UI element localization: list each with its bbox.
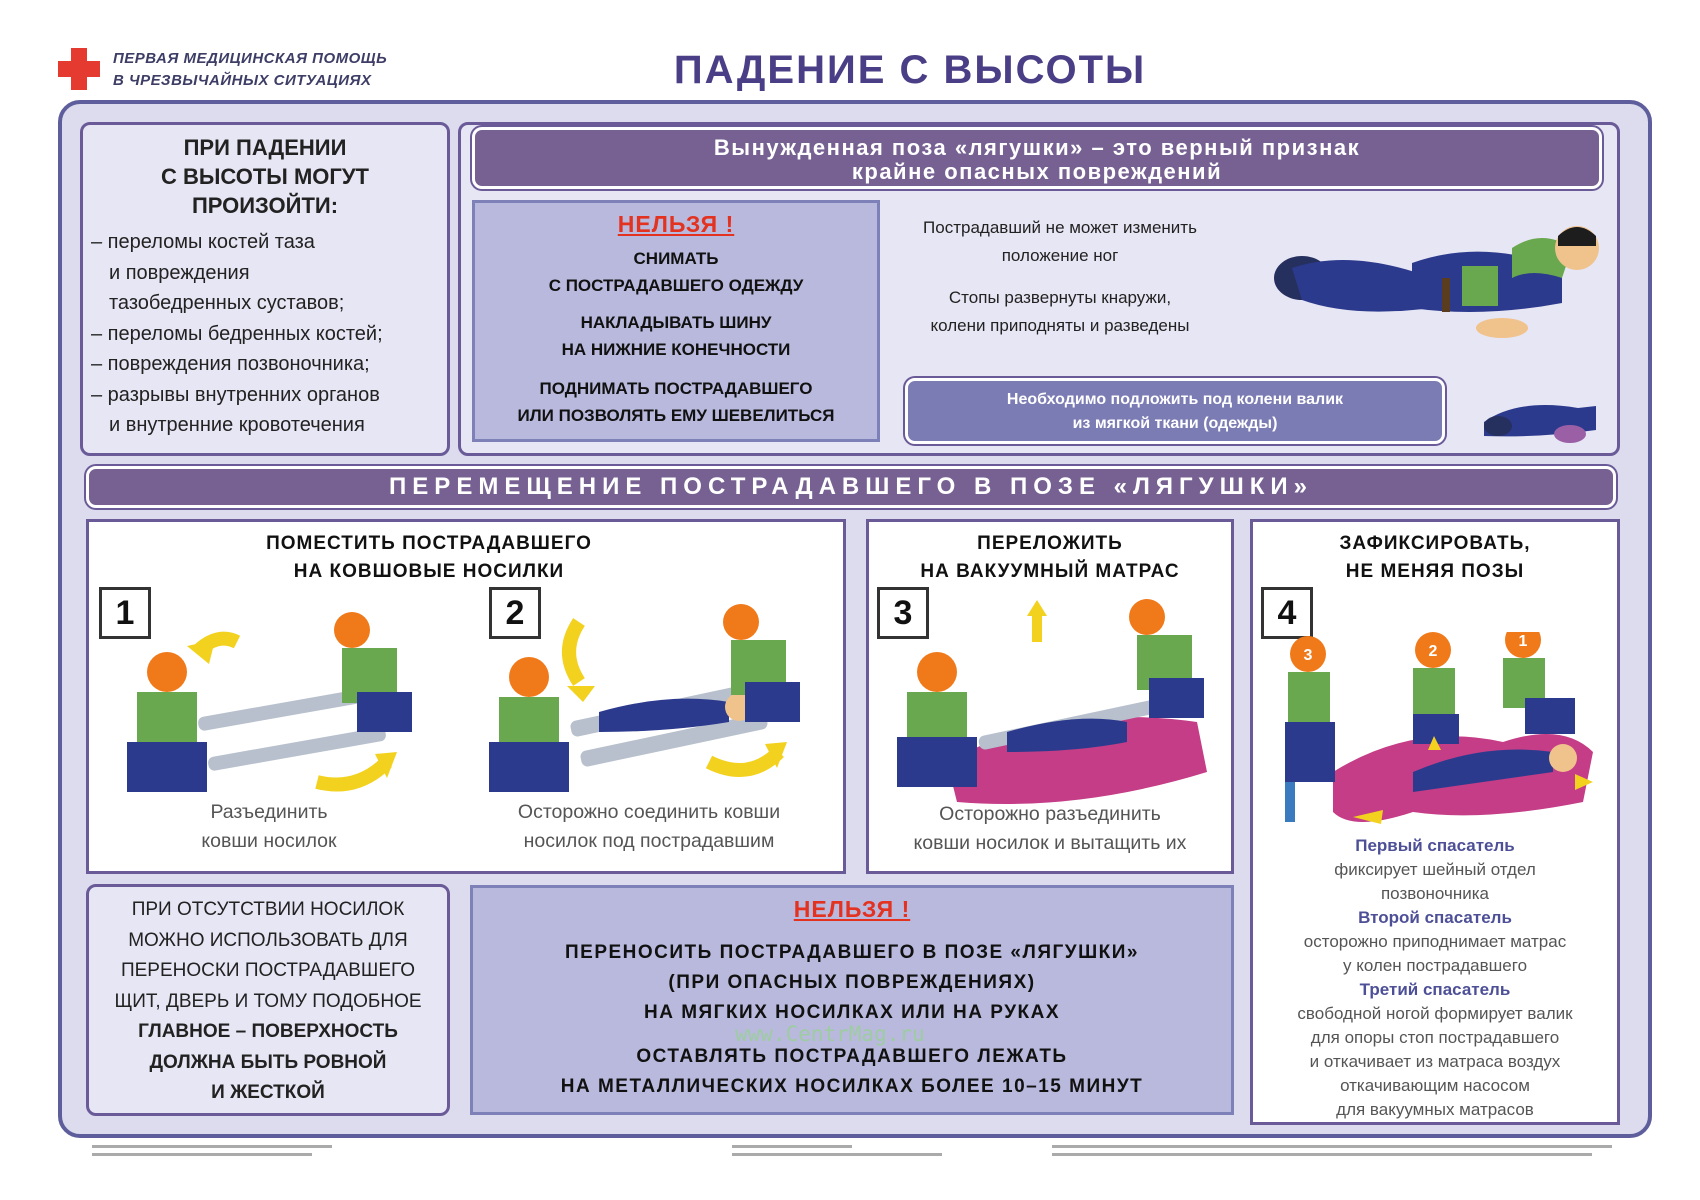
forbidden-title: НЕЛЬЗЯ ! xyxy=(617,211,735,237)
forbidden-item-line: НАКЛАДЫВАТЬ ШИНУ xyxy=(580,313,772,332)
text-line: ПРИ ОТСУТСТВИИ НОСИЛОК xyxy=(131,899,405,920)
caption-line: Разъединить xyxy=(210,801,328,823)
step-1-illustration xyxy=(97,612,427,812)
sign-line: Пострадавший не может изменить xyxy=(923,218,1197,237)
sign-line: Стопы развернуты кнаружи, xyxy=(948,288,1172,307)
forbidden-line: НА МЯГКИХ НОСИЛКАХ ИЛИ НА РУКАХ xyxy=(643,1002,1061,1023)
step-3-title xyxy=(869,530,1231,586)
rescuer-text-line: фиксирует шейный отдел xyxy=(1334,860,1536,879)
step-2-illustration xyxy=(449,582,839,812)
list-item: – переломы костей таза xyxy=(91,231,315,253)
rescuer-2-name: Второй спасатель xyxy=(1358,908,1512,927)
frog-pose-banner xyxy=(472,127,1602,189)
sign-line: положение ног xyxy=(1001,246,1119,265)
forbidden-line: ПЕРЕНОСИТЬ ПОСТРАДАВШЕГО В ПОЗЕ «ЛЯГУШКИ» xyxy=(565,942,1139,963)
step-1-2-title xyxy=(199,530,659,586)
red-cross-icon-bar xyxy=(58,61,100,77)
rescuer-badge-2: 2 xyxy=(1428,643,1438,660)
caption-line: Осторожно разъединить xyxy=(939,803,1161,825)
note-line: Необходимо подложить под колени валик xyxy=(1006,391,1344,408)
no-stretcher-panel xyxy=(86,884,450,1116)
text-line: МОЖНО ИСПОЛЬЗОВАТЬ ДЛЯ xyxy=(128,929,408,951)
caption-line: носилок под пострадавшим xyxy=(523,830,775,852)
rescuer-text-line: свободной ногой формирует валик xyxy=(1297,1004,1573,1023)
frog-signs-text xyxy=(890,214,1230,340)
text-line-bold: ДОЛЖНА БЫТЬ РОВНОЙ xyxy=(149,1051,387,1073)
risks-heading-line: ПРИ ПАДЕНИИ xyxy=(183,135,347,160)
rescuer-badge-1: 1 xyxy=(1518,633,1528,650)
text-line-bold: ГЛАВНОЕ – ПОВЕРХНОСТЬ xyxy=(138,1021,398,1042)
step-number-2: 2 xyxy=(489,587,541,639)
forbidden-item xyxy=(475,309,877,363)
forbidden-item-line: НА НИЖНИЕ КОНЕЧНОСТИ xyxy=(561,340,791,359)
text-line: ЩИТ, ДВЕРЬ И ТОМУ ПОДОБНОЕ xyxy=(114,990,422,1012)
step-title-line: НЕ МЕНЯЯ ПОЗЫ xyxy=(1345,561,1525,582)
step-title-line: НА ВАКУУМНЫЙ МАТРАС xyxy=(920,561,1180,582)
brand-line-1: ПЕРВАЯ МЕДИЦИНСКАЯ ПОМОЩЬ xyxy=(113,50,388,67)
rescuer-text-line: у колен пострадавшего xyxy=(1342,956,1528,975)
rescuer-text-line: осторожно приподнимает матрас xyxy=(1303,932,1567,951)
step-1-2-panel xyxy=(86,519,846,874)
footer-fine-print xyxy=(92,1143,1612,1165)
forbidden-box-2 xyxy=(470,885,1234,1115)
step-4-title xyxy=(1253,530,1617,586)
step-title-line: ЗАФИКСИРОВАТЬ, xyxy=(1339,533,1531,554)
step-3-caption xyxy=(869,800,1231,858)
brand-line-2: В ЧРЕЗВЫЧАЙНЫХ СИТУАЦИЯХ xyxy=(113,72,372,89)
forbidden-line: (ПРИ ОПАСНЫХ ПОВРЕЖДЕНИЯХ) xyxy=(668,972,1036,993)
step-4-panel xyxy=(1250,519,1620,1125)
move-victim-banner: ПЕРЕМЕЩЕНИЕ ПОСТРАДАВШЕГО В ПОЗЕ «ЛЯГУШКИ» xyxy=(86,466,1616,508)
list-item: – повреждения позвоночника; xyxy=(91,353,370,375)
watermark: www.CentrMag.ru xyxy=(735,1022,925,1046)
step-3-illustration xyxy=(877,582,1227,812)
risks-heading-line: ПРОИЗОЙТИ: xyxy=(191,193,339,218)
rescuer-text-line: для опоры стоп пострадавшего xyxy=(1310,1028,1560,1047)
step-number-4: 4 xyxy=(1261,587,1313,639)
banner-line: крайне опасных повреждений xyxy=(851,159,1223,184)
rescuer-text-line: для вакуумных матрасов xyxy=(1336,1100,1534,1119)
forbidden-line: НА МЕТАЛЛИЧЕСКИХ НОСИЛКАХ БОЛЕЕ 10–15 МИНУТ xyxy=(560,1076,1144,1097)
forbidden-title: НЕЛЬЗЯ ! xyxy=(793,896,911,922)
step-title-line: НА КОВШОВЫЕ НОСИЛКИ xyxy=(293,561,565,582)
list-item: – переломы бедренных костей; xyxy=(91,322,383,345)
step-1-caption xyxy=(139,798,399,856)
risks-list xyxy=(91,227,451,441)
step-4-illustration xyxy=(1263,632,1608,832)
risks-heading xyxy=(83,133,447,220)
rescuer-1-name: Первый спасатель xyxy=(1355,836,1515,855)
victim-frog-pose-illustration xyxy=(1262,208,1612,368)
step-title-line: ПЕРЕЛОЖИТЬ xyxy=(977,533,1123,554)
list-item: – разрывы внутренних органов xyxy=(91,383,380,406)
rescuers-instructions xyxy=(1253,834,1617,1122)
caption-line: Осторожно соединить ковши xyxy=(517,801,781,823)
forbidden-box-1 xyxy=(472,200,880,442)
knee-roll-note xyxy=(905,378,1445,444)
rescuer-3-name: Третий спасатель xyxy=(1359,980,1511,999)
step-number-3: 3 xyxy=(877,587,929,639)
step-2-caption xyxy=(459,798,839,856)
forbidden-item-line: С ПОСТРАДАВШЕГО ОДЕЖДУ xyxy=(548,276,804,295)
text-line: ПЕРЕНОСКИ ПОСТРАДАВШЕГО xyxy=(120,960,416,981)
list-item: и повреждения xyxy=(109,261,250,284)
knee-roll-illustration xyxy=(1478,378,1606,448)
step-number-1: 1 xyxy=(99,587,151,639)
list-item: и внутренние кровотечения xyxy=(109,414,365,436)
forbidden-item xyxy=(475,375,877,429)
banner-line: Вынужденная поза «лягушки» – это верный признак xyxy=(713,135,1361,160)
list-item: тазобедренных суставов; xyxy=(109,292,345,314)
rescuer-text-line: позвоночника xyxy=(1380,884,1490,903)
no-stretcher-text xyxy=(89,895,447,1109)
step-title-line: ПОМЕСТИТЬ ПОСТРАДАВШЕГО xyxy=(266,533,592,554)
rescuer-badge-3: 3 xyxy=(1303,647,1313,664)
forbidden-item xyxy=(475,245,877,299)
forbidden-item-line: ИЛИ ПОЗВОЛЯТЬ ЕМУ ШЕВЕЛИТЬСЯ xyxy=(517,406,835,425)
risks-heading-line: С ВЫСОТЫ МОГУТ xyxy=(160,164,369,189)
rescuer-text-line: и откачивает из матраса воздух xyxy=(1309,1052,1561,1071)
note-line: из мягкой ткани (одежды) xyxy=(1072,415,1278,432)
forbidden-item-line: ПОДНИМАТЬ ПОСТРАДАВШЕГО xyxy=(539,379,813,398)
text-line-bold: И ЖЕСТКОЙ xyxy=(211,1082,325,1103)
caption-line: ковши носилок и вытащить их xyxy=(913,832,1187,854)
page-title: ПАДЕНИЕ С ВЫСОТЫ xyxy=(673,48,1147,92)
brand-caption xyxy=(113,48,387,92)
forbidden-item-line: СНИМАТЬ xyxy=(633,249,719,268)
risks-panel xyxy=(80,122,450,456)
rescuer-text-line: откачивающим насосом xyxy=(1340,1076,1530,1095)
forbidden-line: ОСТАВЛЯТЬ ПОСТРАДАВШЕГО ЛЕЖАТЬ xyxy=(636,1046,1068,1067)
step-3-panel xyxy=(866,519,1234,874)
caption-line: ковши носилок xyxy=(201,830,337,852)
sign-line: колени приподняты и разведены xyxy=(930,316,1190,335)
